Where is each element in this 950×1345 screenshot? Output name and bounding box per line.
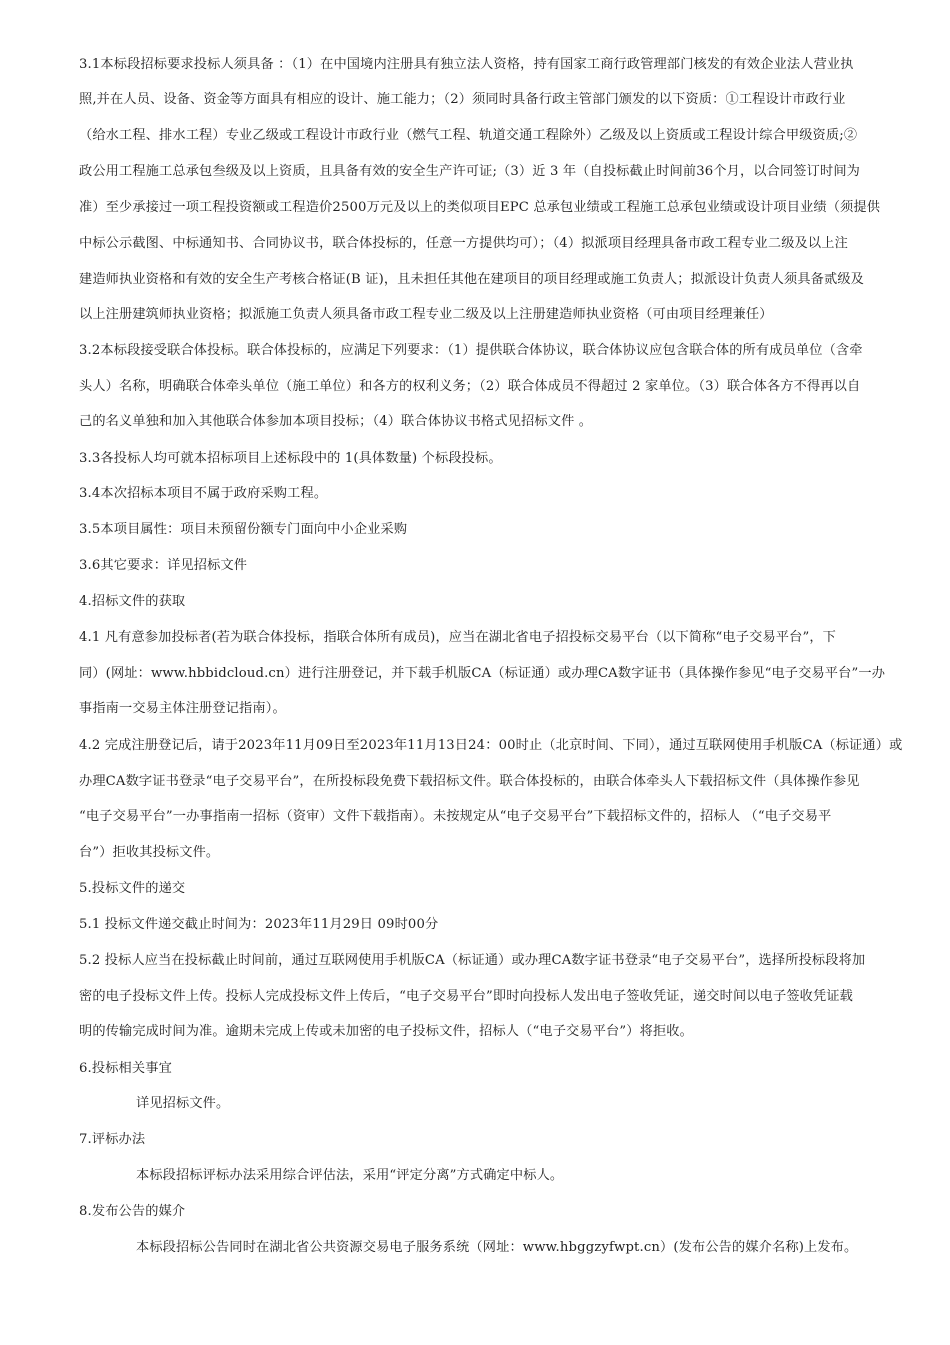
- paragraph-line: 4.2 完成注册登记后，请于2023年11月09日至2023年11月13日24：00时止（北京时间、下同），通过互联网使用手机版CA（标证通）或: [79, 738, 903, 753]
- paragraph-line: 办理CA数字证书登录“电子交易平台”，在所投标段免费下载招标文件。联合体投标的，由联合体牵头人下载招标文件（具体操作参见: [79, 774, 860, 789]
- paragraph-line: 8.发布公告的媒介: [79, 1204, 186, 1219]
- paragraph-line: 3.5本项目属性：项目未预留份额专门面向中小企业采购: [79, 522, 408, 537]
- paragraph-line: 5.2 投标人应当在投标截止时间前，通过互联网使用手机版CA（标证通）或办理CA数字证书登录“电子交易平台”，选择所投标段将加: [79, 953, 866, 968]
- paragraph-line: 中标公示截图、中标通知书、合同协议书，联合体投标的，任意一方提供均可）；（4）拟派项目经理具备市政工程专业二级及以上注: [79, 236, 848, 251]
- paragraph-line: 详见招标文件。: [136, 1096, 230, 1111]
- paragraph-line: 3.3各投标人均可就本招标项目上述标段中的 1(具体数量) 个标段投标。: [79, 451, 502, 466]
- paragraph-line: 5.1 投标文件递交截止时间为：2023年11月29日 09时00分: [79, 917, 439, 932]
- paragraph-line: “电子交易平台”一办事指南一招标（资审）文件下载指南）。未按规定从“电子交易平台”下载招标文件的，招标人 （“电子交易平: [79, 809, 832, 824]
- paragraph-line: 本标段招标评标办法采用综合评估法，采用“评定分离”方式确定中标人。: [136, 1168, 564, 1183]
- paragraph-line: 4.1 凡有意参加投标者(若为联合体投标，指联合体所有成员)，应当在湖北省电子招投标交易平台（以下简称“电子交易平台”，下: [79, 630, 837, 645]
- paragraph-line: 照,并在人员、设备、资金等方面具有相应的设计、施工能力；（2）须同时具备行政主管部门颁发的以下资质：①工程设计市政行业: [79, 92, 846, 107]
- paragraph-line: 以上注册建筑师执业资格；拟派施工负责人须具备市政工程专业二级及以上注册建造师执业资格（可由项目经理兼任）: [79, 307, 773, 322]
- paragraph-line: 3.2本标段接受联合体投标。联合体投标的，应满足下列要求：（1）提供联合体协议，联合体协议应包含联合体的所有成员单位（含牵: [79, 343, 863, 358]
- paragraph-line: 3.1本标段招标要求投标人须具备 ：（1）在中国境内注册具有独立法人资格，持有国家工商行政管理部门核发的有效企业法人营业执: [79, 57, 854, 72]
- paragraph-line: 密的电子投标文件上传。投标人完成投标文件上传后，“电子交易平台”即时向投标人发出电子签收凭证，递交时间以电子签收凭证载: [79, 989, 854, 1004]
- paragraph-line: 同）(网址：www.hbbidcloud.cn）进行注册登记，并下载手机版CA（标证通）或办理CA数字证书（具体操作参见“电子交易平台”一办: [79, 666, 886, 681]
- paragraph-line: 事指南一交易主体注册登记指南）。: [79, 701, 286, 716]
- paragraph-line: 7.评标办法: [79, 1132, 146, 1147]
- paragraph-line: 3.6其它要求：详见招标文件: [79, 558, 248, 573]
- paragraph-line: 政公用工程施工总承包叁级及以上资质，且具备有效的安全生产许可证;（3）近 3 年（自投标截止时间前36个月，以合同签订时间为: [79, 164, 860, 179]
- paragraph-line: 准）至少承接过一项工程投资额或工程造价2500万元及以上的类似项目EPC 总承包业绩或工程施工总承包业绩或设计项目业绩（须提供: [79, 200, 881, 215]
- paragraph-line: 明的传输完成时间为准。逾期未完成上传或未加密的电子投标文件，招标人（“电子交易平台”）将拒收。: [79, 1024, 693, 1039]
- paragraph-line: 3.4本次招标本项目不属于政府采购工程。: [79, 486, 328, 501]
- paragraph-line: 台”）拒收其投标文件。: [79, 845, 220, 860]
- paragraph-line: 6.投标相关事宜: [79, 1061, 172, 1076]
- paragraph-line: 建造师执业资格和有效的安全生产考核合格证(B 证)，且未担任其他在建项目的项目经理或施工负责人；拟派设计负责人须具备贰级及: [79, 272, 865, 287]
- paragraph-line: （给水工程、排水工程）专业乙级或工程设计市政行业（燃气工程、轨道交通工程除外）乙级及以上资质或工程设计综合甲级资质;②: [79, 128, 858, 143]
- paragraph-line: 本标段招标公告同时在湖北省公共资源交易电子服务系统（网址：www.hbggzyfwpt.cn）(发布公告的媒介名称)上发布。: [136, 1240, 858, 1255]
- paragraph-line: 头人）名称，明确联合体牵头单位（施工单位）和各方的权利义务；（2）联合体成员不得超过 2 家单位。（3）联合体各方不得再以自: [79, 379, 861, 394]
- paragraph-line: 5.投标文件的递交: [79, 881, 186, 896]
- paragraph-line: 4.招标文件的获取: [79, 594, 186, 609]
- paragraph-line: 己的名义单独和加入其他联合体参加本项目投标；（4）联合体协议书格式见招标文件 。: [79, 414, 593, 429]
